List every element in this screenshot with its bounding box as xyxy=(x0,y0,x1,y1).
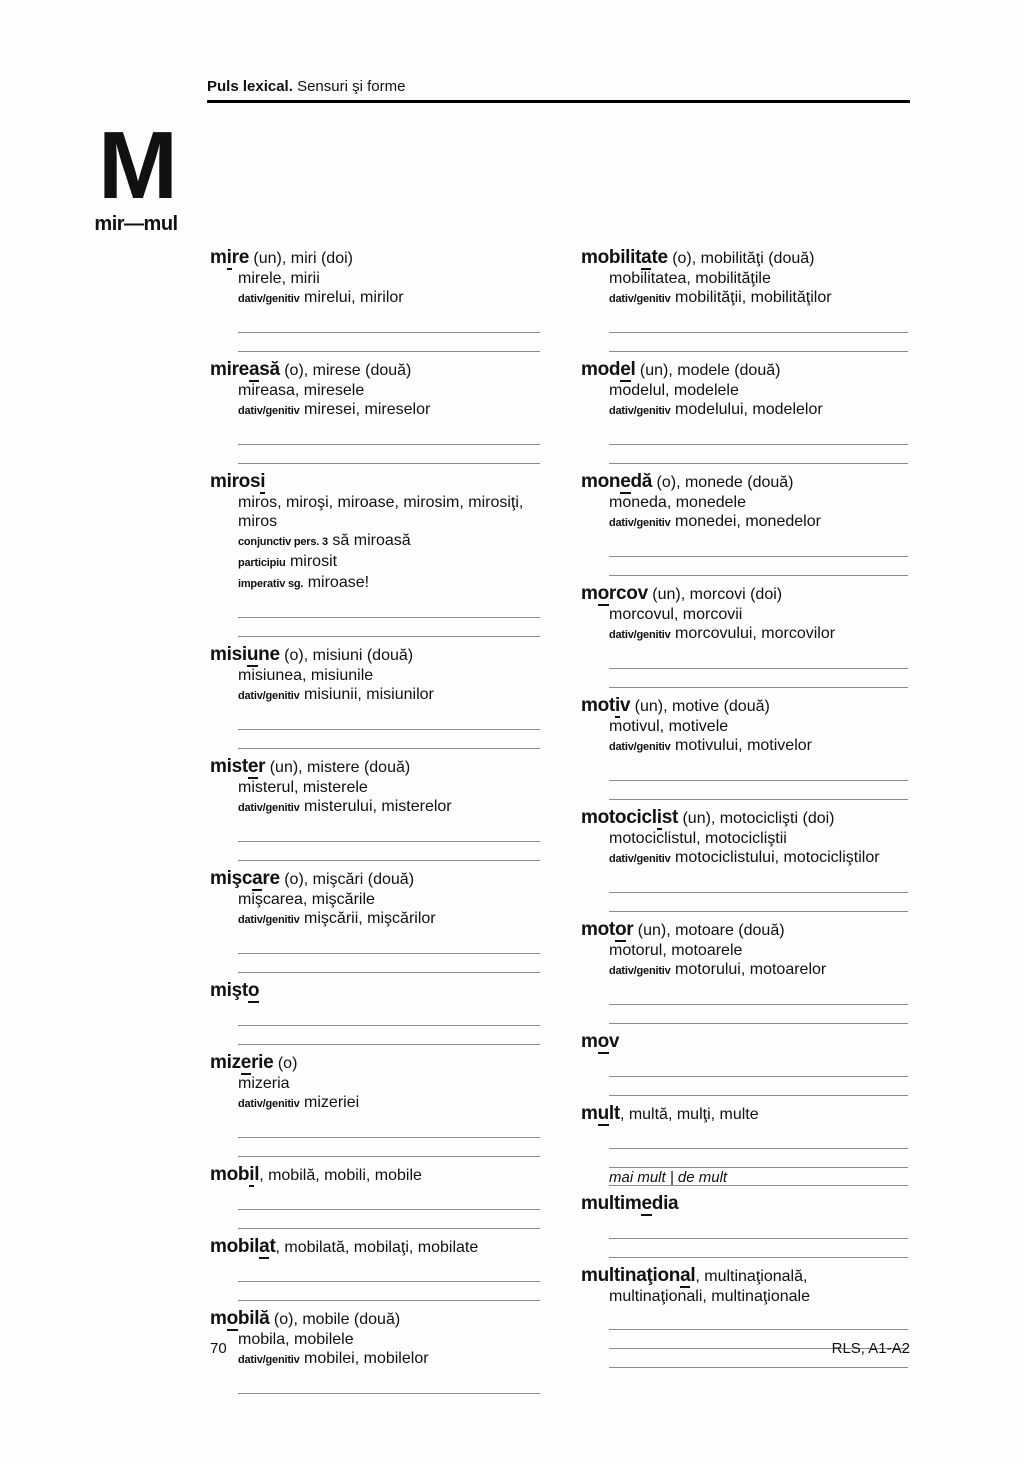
headword: monedă xyxy=(581,471,653,492)
book-title: Puls lexical. xyxy=(207,78,293,95)
entry-forms-line: motorul, motoarele xyxy=(609,942,743,959)
headword-inflections: , multă, mulţi, multe xyxy=(619,1106,759,1123)
entry-forms-line: misterul, misterele xyxy=(238,779,368,796)
page-header xyxy=(207,78,910,103)
forms-block xyxy=(581,605,908,624)
grammar-block xyxy=(210,685,540,706)
entry-headline xyxy=(210,644,540,666)
stressed-vowel: o xyxy=(614,919,627,940)
stressed-vowel: o xyxy=(247,980,260,1001)
grammar-label: dativ/genitiv xyxy=(609,853,671,865)
headword: mizerie xyxy=(210,1052,274,1073)
entry-headline xyxy=(581,359,908,381)
headword-inflections: (un), miri (doi) xyxy=(248,250,353,267)
grammar-forms: să miroasă xyxy=(332,532,411,549)
dictionary-entry xyxy=(581,807,908,912)
entry-forms-line: moneda, monedele xyxy=(609,494,746,511)
entry-forms-line: mobilitatea, mobilităţile xyxy=(609,270,771,287)
grammar-block xyxy=(581,512,908,533)
grammar-block xyxy=(210,909,540,930)
entry-headline xyxy=(210,756,540,778)
entry-headline xyxy=(210,247,540,269)
forms-block xyxy=(581,717,908,736)
forms-block xyxy=(581,1287,908,1306)
headword: mobil xyxy=(210,1164,260,1185)
writing-lines xyxy=(609,986,908,1024)
headword-inflections: (un), morcovi (doi) xyxy=(647,586,783,603)
grammar-line xyxy=(609,400,908,421)
entry-forms-line: morcovul, morcovii xyxy=(609,606,743,623)
grammar-line xyxy=(238,400,540,421)
entry-headline xyxy=(581,919,908,941)
dictionary-entry xyxy=(210,1164,540,1229)
writing-line xyxy=(609,557,908,576)
grammar-label: imperativ sg. xyxy=(238,578,304,590)
headword-inflections: (un), motive (două) xyxy=(630,698,770,715)
headword: mov xyxy=(581,1031,620,1052)
grammar-forms: misiunii, misiunilor xyxy=(304,686,434,703)
grammar-block xyxy=(581,848,908,869)
grammar-label: dativ/genitiv xyxy=(238,690,300,702)
grammar-forms: miroase! xyxy=(307,574,370,591)
grammar-block xyxy=(210,531,540,594)
dictionary-entry xyxy=(210,756,540,861)
stressed-vowel: e xyxy=(247,756,259,777)
grammar-line xyxy=(238,1093,540,1114)
entry-headline xyxy=(581,1265,908,1287)
grammar-line xyxy=(238,288,540,309)
writing-lines xyxy=(238,314,540,352)
headword-inflections: (o) xyxy=(273,1055,298,1072)
writing-line xyxy=(609,650,908,669)
writing-line xyxy=(609,445,908,464)
writing-line xyxy=(609,314,908,333)
dictionary-entry xyxy=(210,1236,540,1301)
grammar-line xyxy=(609,736,908,757)
writing-line xyxy=(609,1149,908,1168)
grammar-line xyxy=(238,552,540,573)
writing-line xyxy=(238,426,540,445)
headword: motiv xyxy=(581,695,631,716)
stressed-vowel: i xyxy=(226,247,232,268)
grammar-line xyxy=(238,685,540,706)
grammar-forms: miresei, mireselor xyxy=(304,401,431,418)
stressed-vowel: i xyxy=(249,1164,255,1185)
entry-forms-line: modelul, modelele xyxy=(609,382,739,399)
writing-lines xyxy=(238,1119,540,1157)
entry-headline xyxy=(210,1236,540,1258)
headword: misiune xyxy=(210,644,280,665)
column-right xyxy=(581,247,908,1375)
grammar-forms: modelului, modelelor xyxy=(675,401,823,418)
entry-headline xyxy=(581,807,908,829)
page-number: 70 xyxy=(210,1340,227,1357)
grammar-line xyxy=(238,797,540,818)
headword: mobilitate xyxy=(581,247,668,268)
dictionary-entry xyxy=(581,1193,908,1258)
stressed-vowel: o xyxy=(597,583,609,604)
writing-line xyxy=(609,781,908,800)
forms-block xyxy=(581,269,908,288)
grammar-forms: mobilităţii, mobilităţilor xyxy=(675,289,832,306)
writing-lines xyxy=(609,426,908,464)
forms-block xyxy=(210,1074,540,1093)
writing-lines xyxy=(238,1375,540,1394)
writing-lines xyxy=(238,1191,540,1229)
section-letter-block xyxy=(82,112,190,236)
headword: motociclist xyxy=(581,807,679,828)
headword-inflections: , mobilată, mobilaţi, mobilate xyxy=(275,1239,479,1256)
dictionary-entry xyxy=(581,583,908,688)
writing-line xyxy=(609,1130,908,1149)
section-letter: M xyxy=(98,112,174,219)
dictionary-entry xyxy=(210,471,540,637)
stressed-vowel: u xyxy=(246,644,259,665)
writing-line xyxy=(238,314,540,333)
grammar-line xyxy=(609,512,908,533)
dictionary-entry xyxy=(210,1052,540,1157)
entry-forms-line: multinaţionali, multinaţionale xyxy=(609,1288,810,1305)
grammar-block xyxy=(581,288,908,309)
writing-line xyxy=(238,1138,540,1157)
writing-line xyxy=(238,445,540,464)
headword-inflections: , mobilă, mobili, mobile xyxy=(259,1167,422,1184)
grammar-line xyxy=(609,624,908,645)
headword: mobilat xyxy=(210,1236,276,1257)
headword: mirosi xyxy=(210,471,266,492)
dictionary-entry xyxy=(210,359,540,464)
stressed-vowel: a xyxy=(252,868,263,889)
forms-block xyxy=(210,778,540,797)
writing-lines xyxy=(609,650,908,688)
stressed-vowel: o xyxy=(226,1308,238,1329)
headword: multimedia xyxy=(581,1193,679,1214)
grammar-block xyxy=(210,1093,540,1114)
stressed-vowel: e xyxy=(641,1193,652,1214)
grammar-block xyxy=(581,624,908,645)
grammar-line xyxy=(238,909,540,930)
dictionary-entry xyxy=(581,359,908,464)
stressed-vowel: i xyxy=(656,807,662,828)
grammar-label: participiu xyxy=(238,557,286,569)
entry-forms-line: mireasa, miresele xyxy=(238,382,365,399)
stressed-vowel: e xyxy=(620,471,631,492)
writing-lines xyxy=(609,314,908,352)
entry-headline xyxy=(210,868,540,890)
grammar-forms: motociclistului, motocicliştilor xyxy=(675,849,880,866)
entry-headline xyxy=(581,583,908,605)
headword-inflections: (un), modele (două) xyxy=(635,362,781,379)
writing-lines xyxy=(609,1058,908,1096)
entry-headline xyxy=(210,1164,540,1186)
grammar-label: dativ/genitiv xyxy=(238,802,300,814)
grammar-line xyxy=(238,573,540,594)
writing-line xyxy=(238,1210,540,1229)
entry-headline xyxy=(210,980,540,1002)
headword-inflections: (o), misiuni (două) xyxy=(279,647,414,664)
writing-line xyxy=(238,1119,540,1138)
dictionary-entry xyxy=(210,980,540,1045)
writing-line xyxy=(609,1058,908,1077)
headword: model xyxy=(581,359,636,380)
entry-headline xyxy=(581,695,908,717)
headword: mişto xyxy=(210,980,260,1001)
forms-block xyxy=(210,381,540,400)
writing-line xyxy=(609,1311,908,1330)
writing-line xyxy=(609,426,908,445)
grammar-block xyxy=(581,400,908,421)
headword-inflections: (un), mistere (două) xyxy=(265,759,411,776)
forms-block xyxy=(581,829,908,848)
section-word-range: mir—mul xyxy=(94,213,178,235)
writing-lines xyxy=(238,935,540,973)
writing-line xyxy=(609,333,908,352)
grammar-line xyxy=(609,848,908,869)
headword-inflections: (un), motociclişti (doi) xyxy=(678,810,835,827)
grammar-forms: mirelui, mirilor xyxy=(304,289,404,306)
dictionary-entry xyxy=(210,868,540,973)
entry-headline xyxy=(210,359,540,381)
grammar-label: dativ/genitiv xyxy=(238,293,300,305)
page-subtitle: Sensuri şi forme xyxy=(297,78,406,95)
writing-line xyxy=(238,954,540,973)
dictionary-entry xyxy=(581,695,908,800)
stressed-vowel: i xyxy=(614,695,620,716)
writing-line xyxy=(238,935,540,954)
writing-lines xyxy=(238,426,540,464)
writing-lines xyxy=(609,1220,908,1258)
forms-block xyxy=(210,890,540,909)
writing-line xyxy=(609,669,908,688)
grammar-label: dativ/genitiv xyxy=(609,629,671,641)
dictionary-entry xyxy=(210,644,540,749)
dictionary-entry xyxy=(210,247,540,352)
headword-inflections: , multinaţională, xyxy=(695,1268,808,1285)
stressed-vowel: a xyxy=(680,1265,691,1286)
forms-block xyxy=(210,493,540,531)
writing-lines xyxy=(238,1007,540,1045)
grammar-forms: misterului, misterelor xyxy=(304,798,452,815)
entry-headline xyxy=(581,1031,908,1053)
writing-line xyxy=(238,842,540,861)
grammar-label: dativ/genitiv xyxy=(238,914,300,926)
headword: mobilă xyxy=(210,1308,270,1329)
writing-lines xyxy=(609,874,908,912)
grammar-block xyxy=(210,797,540,818)
writing-lines xyxy=(609,538,908,576)
writing-line xyxy=(609,538,908,557)
grammar-label: dativ/genitiv xyxy=(609,517,671,529)
entry-forms-line: mişcarea, mişcările xyxy=(238,891,375,908)
headword: mire xyxy=(210,247,249,268)
dictionary-entry xyxy=(581,1031,908,1096)
entry-headline xyxy=(581,1103,908,1125)
dictionary-entry xyxy=(581,471,908,576)
writing-line xyxy=(238,1375,540,1394)
writing-line xyxy=(238,823,540,842)
grammar-label: dativ/genitiv xyxy=(609,405,671,417)
grammar-forms: motivului, motivelor xyxy=(675,737,812,754)
headword: mireasă xyxy=(210,359,280,380)
grammar-label: dativ/genitiv xyxy=(238,405,300,417)
headword: mult xyxy=(581,1103,620,1124)
writing-line xyxy=(238,1007,540,1026)
grammar-line xyxy=(609,288,908,309)
writing-line xyxy=(609,893,908,912)
writing-line xyxy=(609,762,908,781)
headword: motor xyxy=(581,919,634,940)
entry-headline xyxy=(210,1308,540,1330)
writing-lines xyxy=(238,599,540,637)
grammar-block xyxy=(210,288,540,309)
writing-line xyxy=(238,333,540,352)
headword: mişcare xyxy=(210,868,280,889)
column-left xyxy=(210,247,540,1401)
writing-line xyxy=(609,1220,908,1239)
forms-block xyxy=(581,493,908,512)
entry-forms-line: miros, miroşi, miroase, mirosim, mirosiţi, miros xyxy=(238,494,524,530)
forms-block xyxy=(581,381,908,400)
writing-line xyxy=(609,986,908,1005)
stressed-vowel: o xyxy=(597,1031,609,1052)
headword-inflections: (un), motoare (două) xyxy=(633,922,785,939)
stressed-vowel: a xyxy=(641,247,652,268)
grammar-label: dativ/genitiv xyxy=(609,965,671,977)
stressed-vowel: i xyxy=(260,471,266,492)
forms-block xyxy=(581,941,908,960)
grammar-forms: mirosit xyxy=(289,553,338,570)
stressed-vowel: a xyxy=(259,1236,270,1257)
writing-line xyxy=(609,1239,908,1258)
headword-inflections: (o), monede (două) xyxy=(652,474,794,491)
writing-lines xyxy=(609,762,908,800)
stressed-vowel: u xyxy=(597,1103,609,1124)
headword-inflections: (o), mirese (două) xyxy=(279,362,412,379)
writing-lines xyxy=(238,1263,540,1301)
entry-headline xyxy=(581,247,908,269)
writing-line xyxy=(609,874,908,893)
stressed-vowel: e xyxy=(620,359,631,380)
grammar-block xyxy=(581,960,908,981)
entry-forms-line: motivul, motivele xyxy=(609,718,729,735)
entry-headline xyxy=(210,1052,540,1074)
grammar-label: dativ/genitiv xyxy=(238,1098,300,1110)
entry-forms-line: mizeria xyxy=(238,1075,290,1092)
headword: morcov xyxy=(581,583,648,604)
entry-headline xyxy=(210,471,540,493)
writing-line xyxy=(238,1191,540,1210)
headword-inflections: (o), mobilităţi (două) xyxy=(667,250,815,267)
headword-inflections: (o), mişcări (două) xyxy=(279,871,415,888)
dictionary-entry xyxy=(581,1103,908,1186)
grammar-block xyxy=(581,736,908,757)
grammar-forms: mişcării, mişcărilor xyxy=(304,910,436,927)
entry-forms-line: misiunea, misiunile xyxy=(238,667,374,684)
dictionary-entry xyxy=(581,919,908,1024)
grammar-forms: mobilei, mobilelor xyxy=(304,1350,429,1367)
writing-line xyxy=(609,1005,908,1024)
writing-line xyxy=(238,711,540,730)
grammar-label: dativ/genitiv xyxy=(609,293,671,305)
headword: multinaţional xyxy=(581,1265,696,1286)
grammar-forms: motorului, motoarelor xyxy=(675,961,827,978)
grammar-block xyxy=(210,400,540,421)
grammar-forms: monedei, monedelor xyxy=(675,513,821,530)
writing-line xyxy=(238,1026,540,1045)
stressed-vowel: e xyxy=(240,1052,252,1073)
writing-line xyxy=(238,618,540,637)
usage-note: mai mult | de mult xyxy=(609,1168,908,1186)
writing-line xyxy=(238,1263,540,1282)
writing-line xyxy=(609,1077,908,1096)
entry-headline xyxy=(581,471,908,493)
grammar-forms: mizeriei xyxy=(304,1094,360,1111)
headword-inflections: (o), mobile (două) xyxy=(269,1311,401,1328)
writing-lines xyxy=(609,1130,908,1168)
entry-forms-line: motociclistul, motocicliştii xyxy=(609,830,787,847)
writing-lines xyxy=(238,823,540,861)
dictionary-entry xyxy=(581,247,908,352)
entry-forms-line: mobila, mobilele xyxy=(238,1331,354,1348)
grammar-label: dativ/genitiv xyxy=(238,1354,300,1366)
stressed-vowel: a xyxy=(248,359,260,380)
writing-line xyxy=(238,730,540,749)
grammar-label: conjunctiv pers. 3 xyxy=(238,536,328,548)
forms-block xyxy=(210,666,540,685)
grammar-label: dativ/genitiv xyxy=(609,741,671,753)
grammar-line xyxy=(609,960,908,981)
writing-line xyxy=(238,1282,540,1301)
page-footer xyxy=(210,1340,910,1357)
entry-forms-line: mirele, mirii xyxy=(238,270,320,287)
grammar-forms: morcovului, morcovilor xyxy=(675,625,836,642)
writing-line xyxy=(238,599,540,618)
grammar-line xyxy=(238,531,540,552)
writing-lines xyxy=(238,711,540,749)
forms-block xyxy=(210,269,540,288)
headword: mister xyxy=(210,756,266,777)
entry-headline xyxy=(581,1193,908,1215)
edition-label: RLS, A1-A2 xyxy=(831,1340,910,1357)
